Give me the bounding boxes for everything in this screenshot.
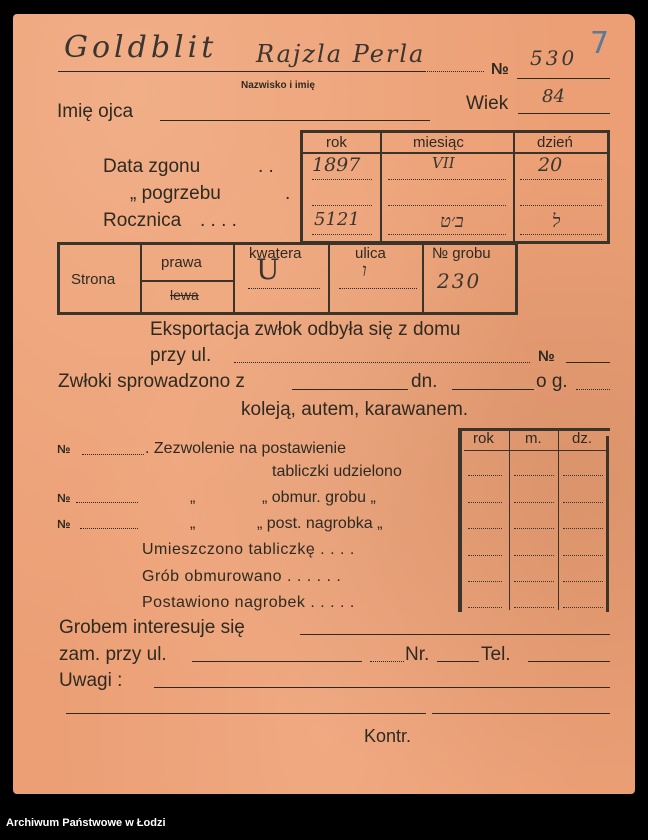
tombstone-erected: Postawiono nagrobek . . . . . — [142, 594, 355, 611]
street-line — [339, 288, 417, 289]
anniversary-month: ב׳ט — [440, 211, 464, 232]
grave-number-label: № grobu — [432, 245, 491, 262]
permits-row-line — [514, 581, 554, 582]
permits-row-line — [468, 528, 502, 529]
street-label: ulica — [355, 245, 386, 262]
plaque-placed: Umieszczono tabliczkę . . . . — [142, 541, 355, 558]
permits-row-line — [514, 502, 554, 503]
permits-row-line — [468, 502, 502, 503]
anniversary-year: 5121 — [314, 209, 360, 230]
number-label: № — [491, 61, 509, 78]
permits-col-dz: dz. — [572, 430, 593, 447]
age-label: Wiek — [466, 93, 509, 114]
side-label: Strona — [71, 271, 116, 288]
remarks-line-2 — [66, 713, 426, 714]
row-line — [520, 179, 602, 180]
grave-walled: Grób obmurowano . . . . . . — [142, 568, 342, 585]
burial-date-label: „ pogrzebu — [130, 183, 221, 204]
anniversary-day: ל — [552, 211, 561, 232]
leader-dots: . — [285, 183, 291, 204]
permit-no-line — [82, 454, 144, 455]
permits-row-line — [468, 555, 502, 556]
permits-row-line — [468, 475, 502, 476]
nr-label: Nr. — [405, 644, 430, 665]
row-line — [388, 179, 506, 180]
name-line-dotted — [424, 71, 484, 72]
age-value: 84 — [542, 86, 565, 107]
given-names-handwritten: Rajzla Perla — [256, 40, 426, 68]
row-line — [312, 179, 372, 180]
brought-from-line — [292, 389, 408, 390]
age-line — [518, 113, 610, 114]
permit-row3: „ post. nagrobka „ — [257, 515, 383, 532]
permit-no-label: № — [57, 517, 71, 531]
grave-number-value: 230 — [437, 269, 482, 293]
row-line — [312, 205, 372, 206]
ditto-mark: „ — [190, 515, 196, 532]
nr-line — [437, 661, 479, 662]
col-header-miesiac: miesiąc — [413, 134, 464, 151]
tel-line — [528, 661, 610, 662]
hour-label: o g. — [536, 371, 568, 392]
remarks-line-3 — [432, 713, 610, 714]
permit-row1a: . Zezwolenie na postawienie — [145, 440, 347, 457]
grave-col-divider — [233, 245, 235, 312]
row-line — [388, 234, 506, 235]
father-name-line — [160, 120, 430, 121]
father-name-label: Imię ojca — [57, 101, 134, 122]
permits-row-line — [563, 555, 603, 556]
grave-col-divider — [328, 245, 330, 312]
leader-dots: . . . . — [200, 210, 237, 231]
interested-label: Grobem interesuje się — [59, 617, 245, 638]
transport-means: koleją, autem, karawanem. — [241, 399, 469, 420]
row-line — [312, 234, 372, 235]
permits-col-divider — [558, 430, 559, 610]
permits-col-m: m. — [525, 430, 542, 447]
number-annotation: 7 — [590, 26, 610, 61]
number-line — [517, 78, 610, 79]
permits-row-line — [563, 475, 603, 476]
permits-row-line — [468, 581, 502, 582]
archive-caption: Archiwum Państwowe w Łodzi — [6, 817, 166, 829]
row-line — [520, 205, 602, 206]
row-line — [520, 234, 602, 235]
grave-col-divider — [422, 245, 424, 312]
hour-line — [576, 389, 610, 390]
tel-label: Tel. — [481, 644, 511, 665]
permits-row-line — [563, 502, 603, 503]
death-year: 1897 — [312, 154, 361, 176]
permits-row-line — [563, 581, 603, 582]
side-left-label-struck: lewa — [170, 287, 199, 303]
permits-col-divider — [509, 430, 510, 610]
quarter-line — [248, 288, 320, 289]
permits-row-line — [514, 475, 554, 476]
permits-table-left — [458, 428, 462, 612]
export-number-label: № — [538, 348, 555, 365]
address-line — [192, 661, 362, 662]
permits-row-line — [514, 607, 554, 608]
permits-row-line — [514, 528, 554, 529]
quarter-value: U — [256, 253, 280, 286]
control-label: Kontr. — [364, 726, 412, 746]
leader-dots: . . — [258, 156, 274, 177]
col-header-rok: rok — [326, 134, 347, 151]
permits-row-line — [563, 528, 603, 529]
dates-col-divider — [513, 133, 515, 241]
remarks-label: Uwagi : — [59, 670, 123, 691]
permits-header-line — [464, 450, 606, 451]
export-street-line — [234, 362, 530, 363]
permit-row1b: tabliczki udzielono — [272, 463, 402, 480]
permit-row2: „ obmur. grobu „ — [262, 489, 376, 506]
remarks-line — [154, 687, 610, 688]
permit-no-line — [80, 528, 138, 529]
permit-no-label: № — [57, 491, 71, 505]
death-date-label: Data zgonu — [103, 156, 201, 177]
side-split-line — [142, 280, 233, 282]
brought-from-label: Zwłoki sprowadzono z — [58, 371, 245, 392]
permits-table-right — [606, 436, 609, 612]
address-label: zam. przy ul. — [59, 644, 167, 665]
export-line: Eksportacja zwłok odbyła się z domu — [150, 319, 461, 340]
name-caption: Nazwisko i imię — [241, 80, 315, 91]
anniversary-label: Rocznica — [103, 210, 182, 231]
export-number-line — [566, 362, 610, 363]
permits-row-line — [514, 555, 554, 556]
grave-col-divider — [140, 245, 142, 312]
permits-col-rok: rok — [473, 430, 494, 447]
permit-no-line — [76, 502, 138, 503]
export-street-label: przy ul. — [150, 345, 212, 366]
interested-line — [300, 634, 610, 635]
permits-row-line — [468, 607, 502, 608]
permit-no-label: № — [57, 442, 71, 456]
address-line-2 — [370, 661, 404, 662]
row-line — [388, 205, 506, 206]
name-line — [58, 71, 424, 72]
dates-col-divider — [380, 133, 382, 241]
permits-row-line — [563, 607, 603, 608]
ditto-mark: „ — [190, 489, 196, 506]
surname-handwritten: Goldblit — [64, 30, 218, 65]
quarter-label: kwatera — [249, 245, 302, 262]
day-line — [452, 389, 534, 390]
side-right-label: prawa — [161, 254, 202, 271]
death-day: 20 — [538, 154, 563, 176]
death-month: VII — [432, 154, 455, 172]
number-value: 530 — [530, 46, 578, 70]
street-value: ו — [362, 260, 367, 281]
col-header-dzien: dzień — [537, 134, 573, 151]
day-label: dn. — [411, 371, 438, 392]
